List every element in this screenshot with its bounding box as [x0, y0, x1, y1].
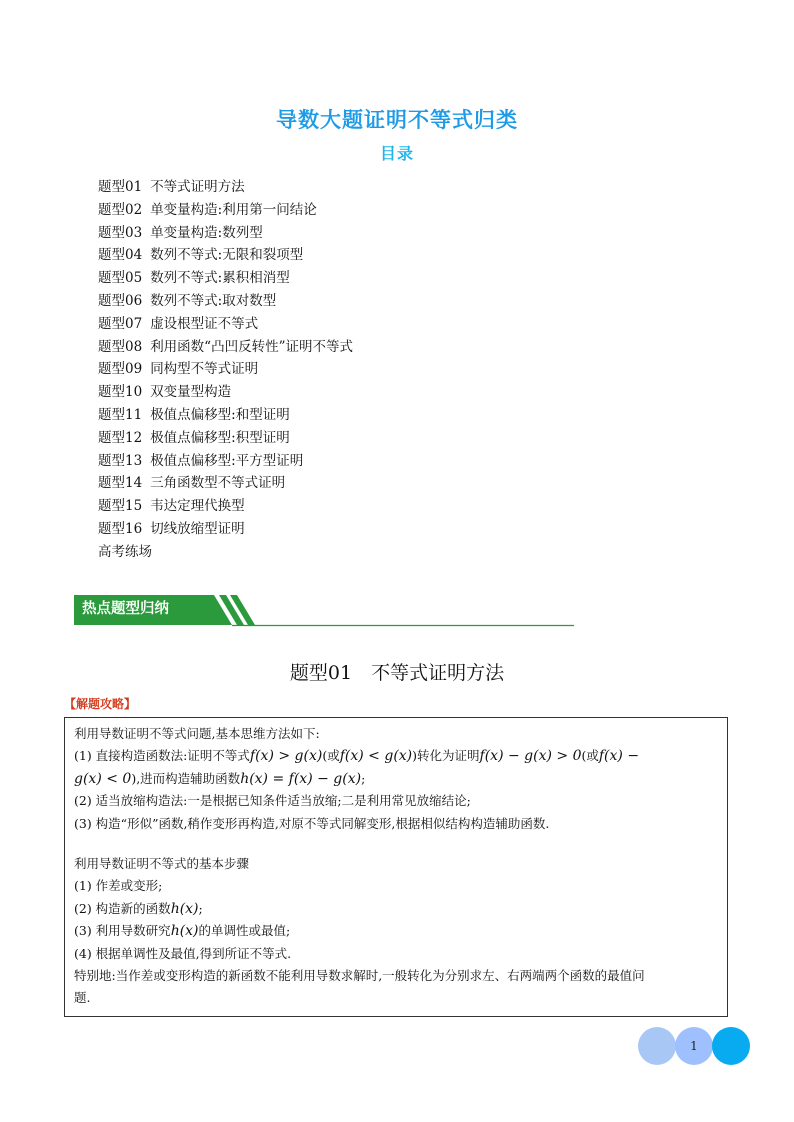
toc-item[interactable]: 题型03 单变量构造:数列型 [98, 224, 263, 241]
toc-item[interactable]: 题型11 极值点偏移型:和型证明 [98, 406, 290, 423]
toc-item[interactable]: 题型02 单变量构造:利用第一问结论 [98, 201, 317, 218]
banner-label: 热点题型归纳 [82, 601, 169, 617]
step-1: (1) 作差或变形; [74, 878, 163, 894]
page-number: 1 [690, 1039, 698, 1053]
step-4: (4) 根据单调性及最值,得到所证不等式. [74, 945, 292, 961]
step-3: (3) 利用导数研究h(x)的单调性或最值; [74, 923, 291, 940]
toc-item[interactable]: 题型06 数列不等式:取对数型 [98, 292, 277, 309]
toc-item[interactable]: 题型08 利用函数“凸凹反转性”证明不等式 [98, 338, 353, 355]
tips-box [64, 717, 728, 1017]
pager-circle-right [712, 1027, 750, 1065]
method-1: (1) 直接构造函数法:证明不等式f(x) > g(x)(或f(x) < g(x))转化为证明f(x) − g(x) > 0(或f(x) − [74, 748, 640, 765]
section-title: 题型01 不等式证明方法 [289, 662, 505, 684]
section-banner [72, 593, 574, 627]
method-3: (3) 构造“形似”函数,稍作变形再构造,对原不等式同解变形,根据相似结构构造辅助函数. [74, 815, 550, 831]
toc-item[interactable]: 题型07 虚设根型证不等式 [98, 315, 259, 332]
toc-item[interactable]: 题型01 不等式证明方法 [98, 179, 245, 195]
toc-item[interactable]: 题型14 三角函数型不等式证明 [98, 475, 286, 492]
page-number-badge [638, 1027, 752, 1067]
toc-heading: 目录 [379, 144, 414, 163]
steps-title: 利用导数证明不等式的基本步骤 [74, 856, 250, 872]
tips-tag: 【解题攻略】 [64, 697, 137, 711]
special-note: 特别地:当作差或变形构造的新函数不能利用导数求解时,一般转化为分别求左、右两端两个函数的最值问 [74, 968, 645, 984]
toc-item[interactable]: 题型09 同构型不等式证明 [98, 361, 259, 378]
toc-item[interactable]: 高考练场 [98, 543, 152, 560]
toc-item[interactable]: 题型10 双变量型构造 [98, 384, 232, 401]
toc-item[interactable]: 题型04 数列不等式:无限和裂项型 [98, 247, 304, 264]
document-title: 导数大题证明不等式归类 [276, 108, 518, 132]
step-2: (2) 构造新的函数h(x); [74, 900, 203, 917]
pager-circle-left [638, 1027, 676, 1065]
method-1-cont: g(x) < 0),进而构造辅助函数h(x) = f(x) − g(x); [74, 770, 366, 787]
special-note-cont: 题. [74, 990, 91, 1006]
toc-item[interactable]: 题型13 极值点偏移型:平方型证明 [98, 452, 304, 469]
toc-item[interactable]: 题型12 极值点偏移型:积型证明 [98, 429, 290, 446]
table-of-contents [98, 176, 353, 564]
toc-item[interactable]: 题型15 韦达定理代换型 [98, 498, 245, 515]
toc-item[interactable]: 题型16 切线放缩型证明 [98, 520, 245, 537]
method-2: (2) 适当放缩构造法:一是根据已知条件适当放缩;二是利用常见放缩结论; [74, 793, 471, 809]
intro-text: 利用导数证明不等式问题,基本思维方法如下: [74, 726, 320, 741]
toc-item[interactable]: 题型05 数列不等式:累积相消型 [98, 270, 290, 287]
